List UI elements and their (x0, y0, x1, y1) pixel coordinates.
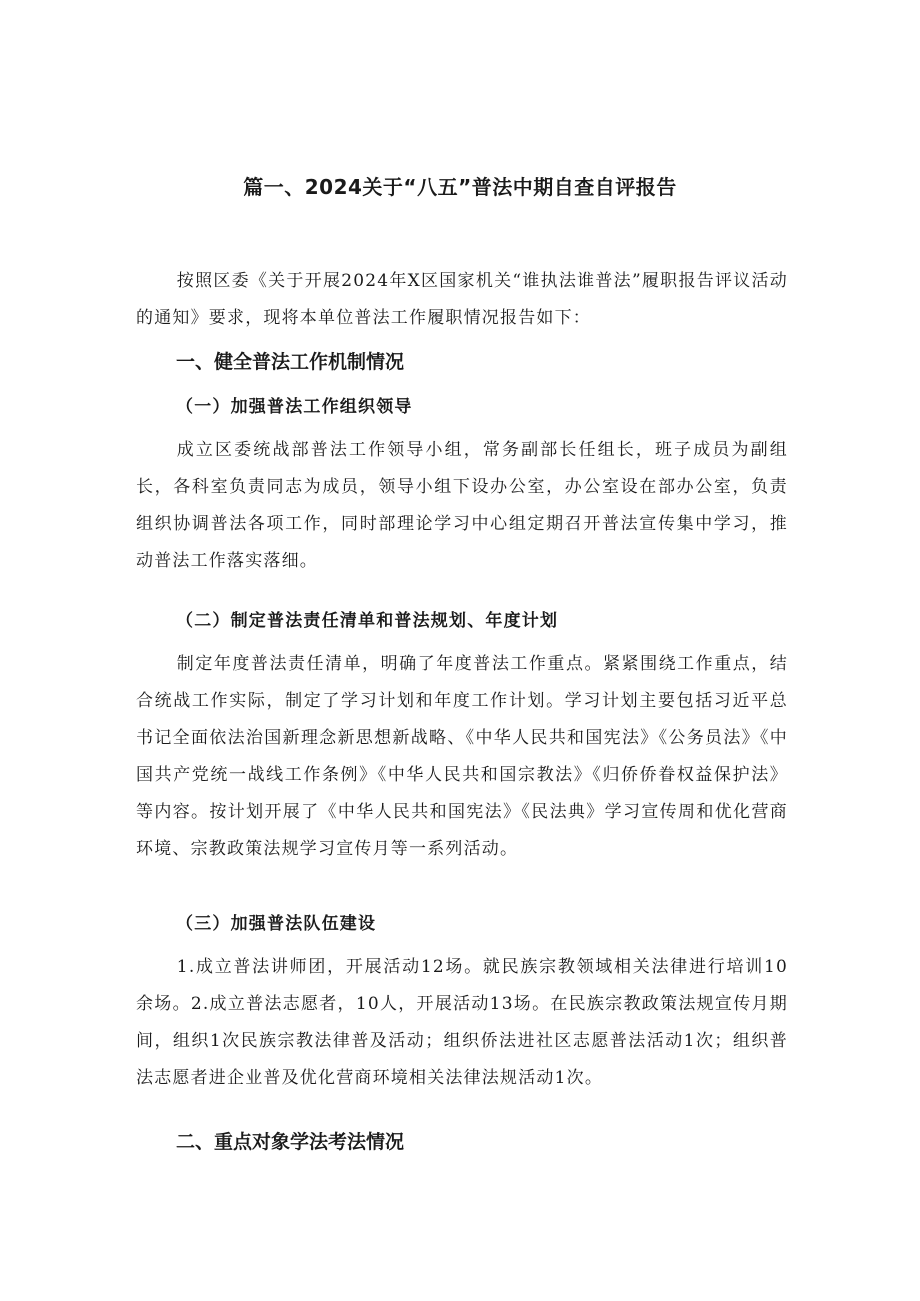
section-1-2-body: 制定年度普法责任清单，明确了年度普法工作重点。紧紧围绕工作重点，结合统战工作实际，制定了学习计划和年度工作计划。学习计划主要包括习近平总书记全面依法治国新理念新思想新战略、《中华人民共和国宪法》《公务员法》《中国共产党统一战线工作条例》《中华人民共和国宗教法》《归侨侨眷权益保护法》等内容。按计划开展了《中华人民共和国宪法》《民法典》学习宣传周和优化营商环境、宗教政策法规学习宣传月等一系列活动。 (136, 654, 788, 859)
section-1-1-heading: （一）加强普法工作组织领导 (176, 397, 413, 417)
intro-paragraph: 按照区委《关于开展2024年X区国家机关“谁执法谁普法”履职报告评议活动的通知》要求，现将本单位普法工作履职情况报告如下： (136, 271, 788, 328)
section-2-heading: 二、重点对象学法考法情况 (176, 1131, 405, 1153)
section-1-3-heading: （三）加强普法队伍建设 (176, 914, 377, 934)
section-1-heading: 一、健全普法工作机制情况 (176, 351, 405, 373)
section-1-1-body: 成立区委统战部普法工作领导小组，常务副部长任组长，班子成员为副组长，各科室负责同志为成员，领导小组下设办公室，办公室设在部办公室，负责组织协调普法各项工作，同时部理论学习中心组定期召开普法宣传集中学习，推动普法工作落实落细。 (136, 440, 788, 571)
document-title: 篇一、2024关于“八五”普法中期自查自评报告 (243, 175, 677, 200)
section-1-2-heading: （二）制定普法责任清单和普法规划、年度计划 (176, 611, 559, 631)
section-1-3-body: 1.成立普法讲师团，开展活动12场。就民族宗教领域相关法律进行培训10余场。2.成立普法志愿者，10人，开展活动13场。在民族宗教政策法规宣传月期间，组织1次民族宗教法律普及活动；组织侨法进社区志愿普法活动1次；组织普法志愿者进企业普及优化营商环境相关法律法规活动1次。 (136, 957, 788, 1088)
